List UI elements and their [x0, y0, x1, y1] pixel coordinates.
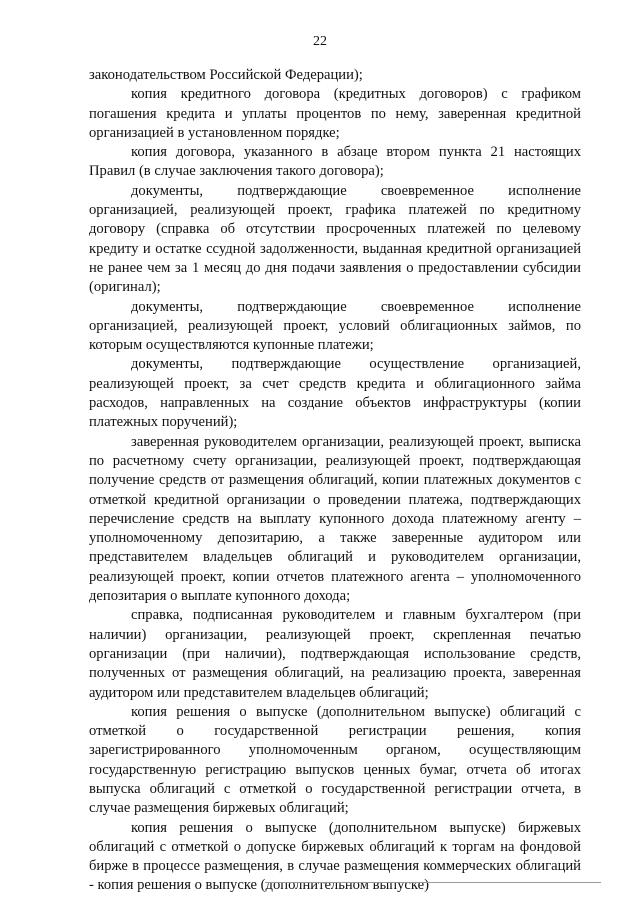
paragraph-bank-statement: заверенная руководителем организации, реализующей проект, выписка по расчетному счету организации, реализующей проект, подтверждающая получение средств от размещения облигаций, копии платежных документов с отметкой кредитной организации о проведении платежа, подтверждающих перечисление средств на выплату купонного дохода платежному агенту – уполномоченному депозитарию, а также заверенные аудитором или представителем владельцев облигаций и руководителем организации, реализующей проект, копии отчетов платежного агента – уполномоченного депозитария о выплате купонного дохода; — [89, 433, 581, 605]
paragraph-funds-usage-certificate: справка, подписанная руководителем и главным бухгалтером (при наличии) организации, реализующей проект, скрепленная печатью организации (при наличии), подтверждающая использование средств, полученных от размещения облигаций, на реализацию проекта, заверенная аудитором или представителем владельцев облигаций; — [89, 607, 581, 701]
paragraph-infrastructure-expense-docs: документы, подтверждающие осуществление организацией, реализующей проект, за счет средств кредита и облигационного займа расходов, направленных на создание объектов инфраструктуры (копии платежных поручений); — [89, 356, 581, 431]
document-body — [89, 66, 581, 896]
footer-divider — [265, 882, 601, 883]
paragraph-bond-payment-docs: документы, подтверждающие своевременное исполнение организацией, реализующей проект, условий облигационных займов, по которым осуществляются купонные платежи; — [89, 298, 581, 354]
page-number: 22 — [313, 34, 327, 49]
paragraph-continuation: законодательством Российской Федерации); — [89, 67, 363, 83]
paragraph-credit-agreement-copy: копия кредитного договора (кредитных договоров) с графиком погашения кредита и уплаты процентов по нему, заверенная кредитной организацией в установленном порядке; — [89, 86, 581, 141]
paragraph-agreement-copy: копия договора, указанного в абзаце втором пункта 21 настоящих Правил (в случае заключения такого договора); — [89, 144, 581, 180]
paragraph-credit-payment-docs: документы, подтверждающие своевременное исполнение организацией, реализующей проект, графика платежей по кредитному договору (справка об отсутствии просроченных платежей по целевому кредиту и остатке ссудной задолженности, выданная кредитной организацией не ранее чем за 1 месяц до дня подачи заявления о предоставлении субсидии (оригинал); — [89, 182, 581, 296]
paragraph-bond-issue-decision: копия решения о выпуске (дополнительном выпуске) облигаций с отметкой о государственной регистрации решения, копия зарегистрированного уполномоченным органом, осуществляющим государственную регистрацию выпусков ценных бумаг, отчета об итогах выпуска облигаций с отметкой о государственной регистрации отчета, в случае размещения биржевых облигаций; — [89, 703, 581, 817]
paragraph-exchange-bond-decision: копия решения о выпуске (дополнительном выпуске) биржевых облигаций с отметкой о допуске биржевых облигаций к торгам на фондовой бирже в процессе размещения, в случае размещения коммерческих облигаций - копия решения о выпуске (дополнительном выпуске) — [89, 819, 581, 894]
